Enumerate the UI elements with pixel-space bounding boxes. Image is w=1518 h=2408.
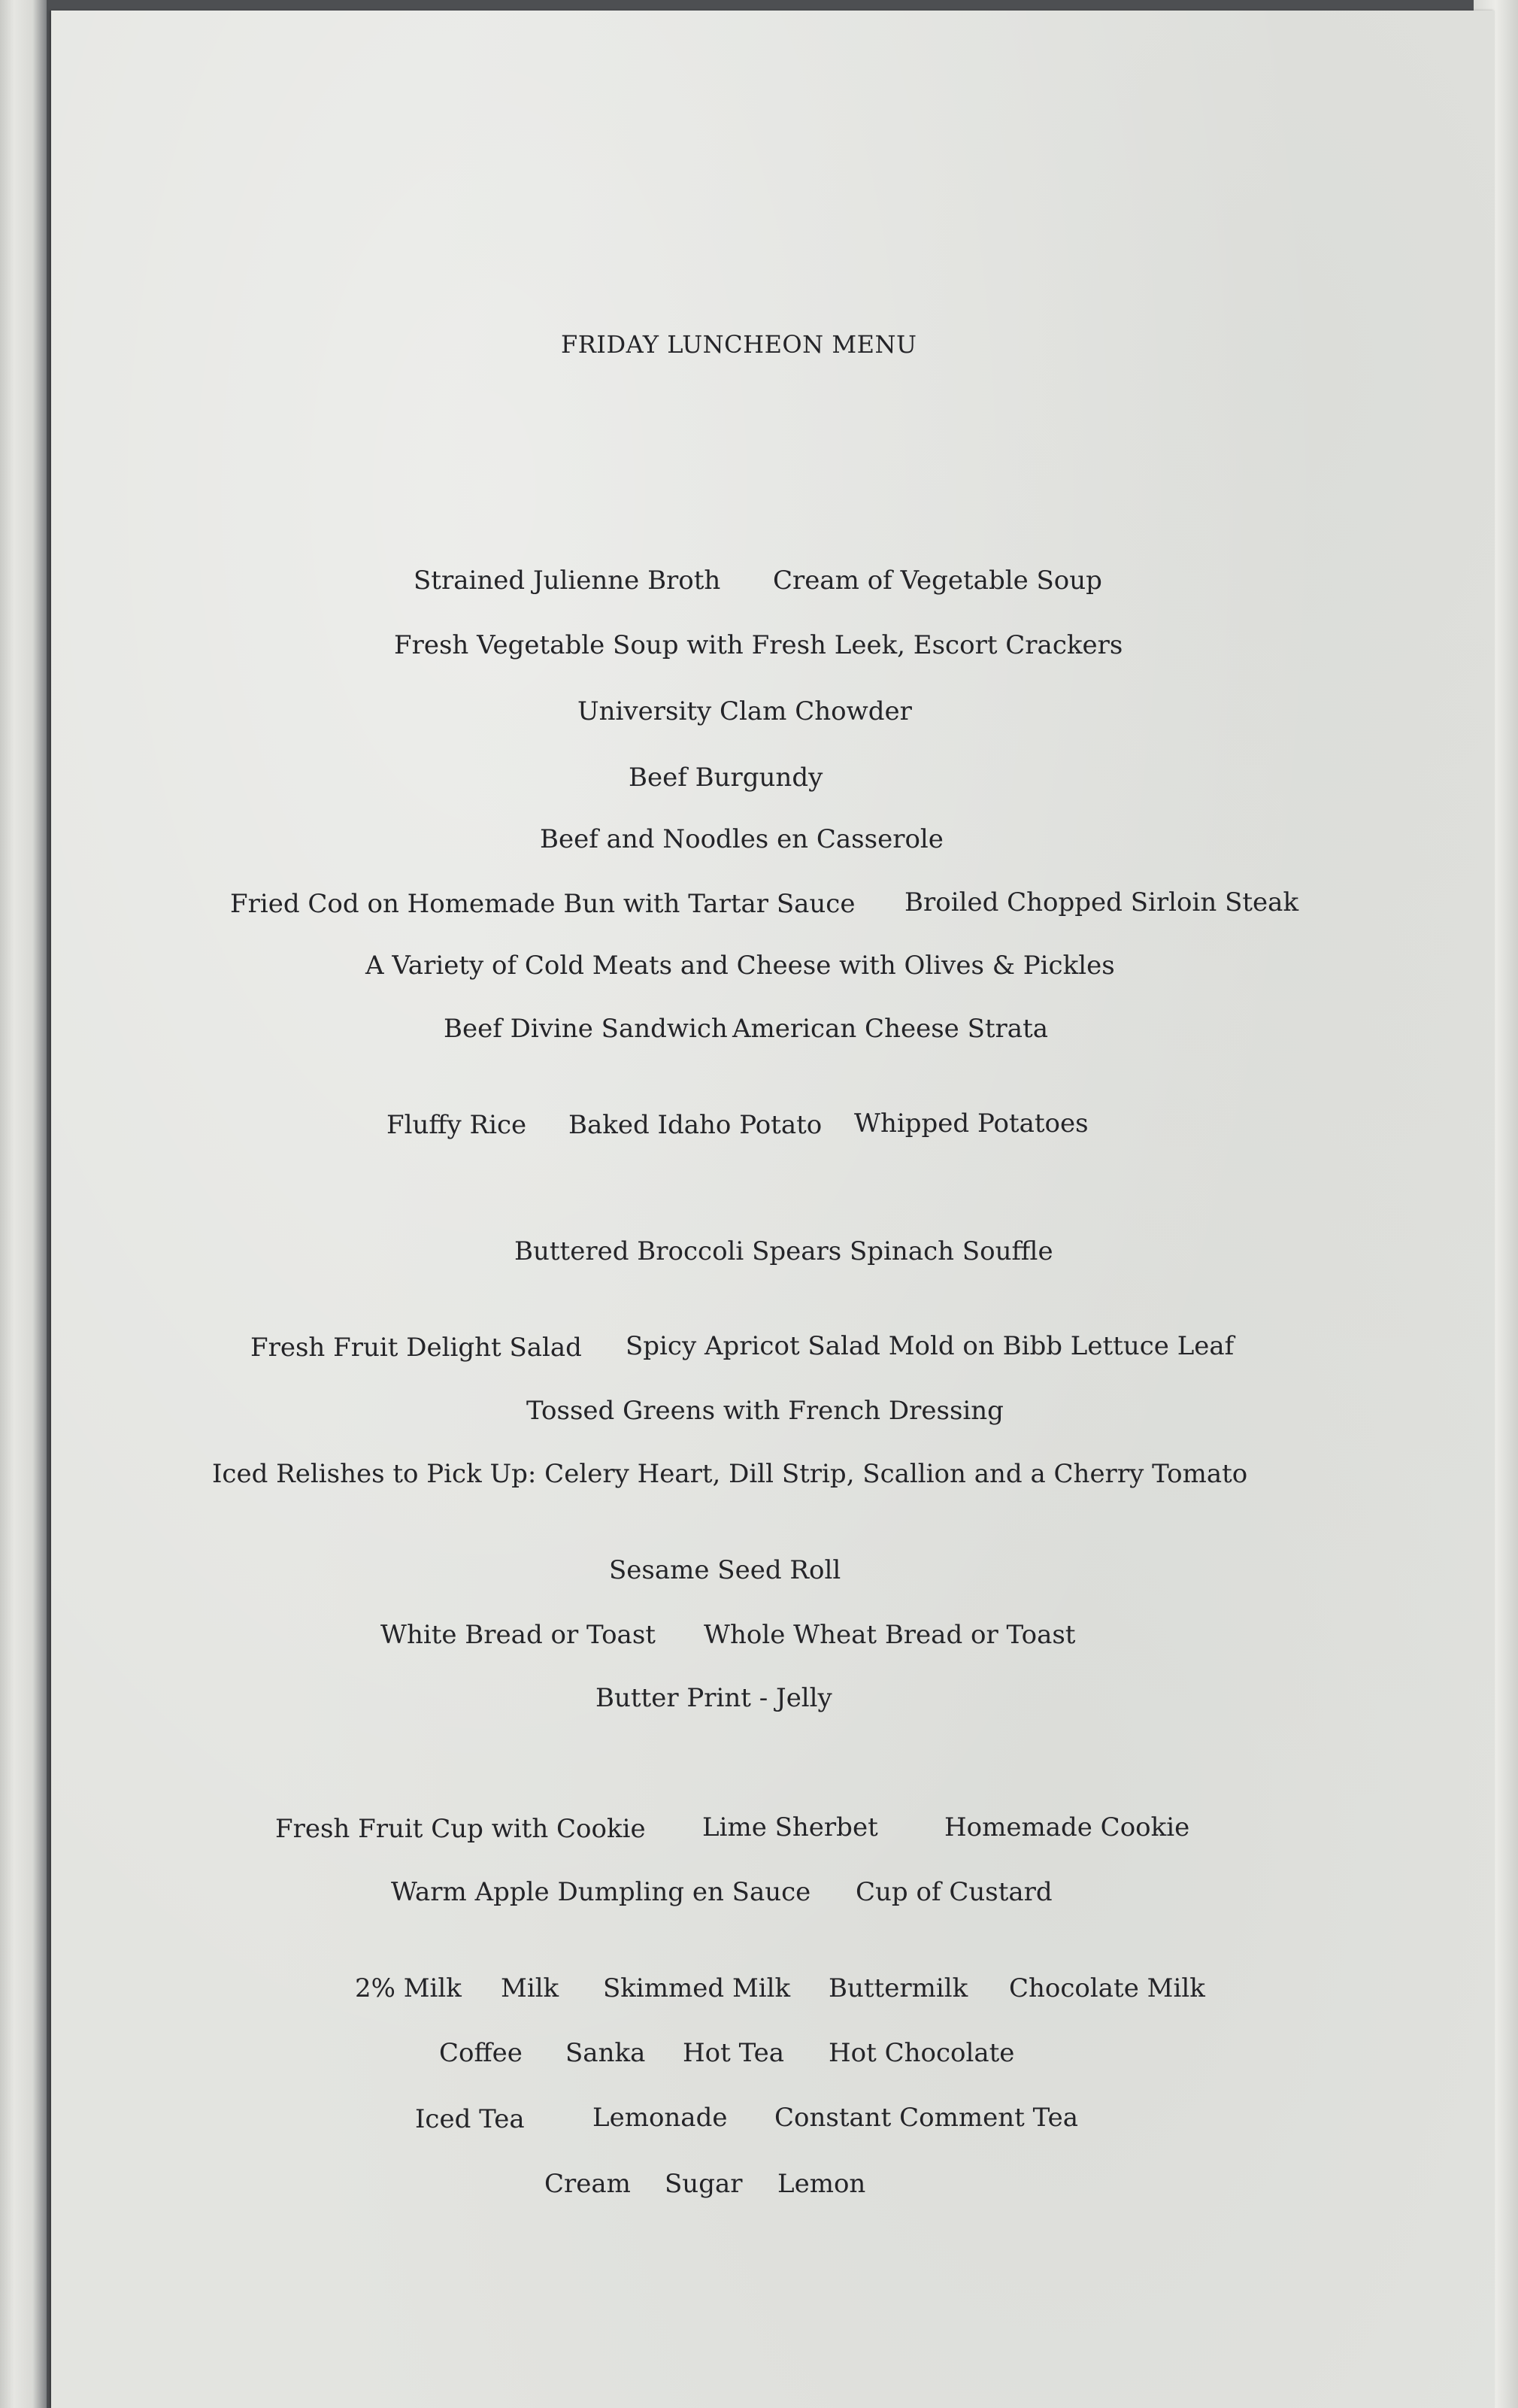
menu-item-hot-chocolate: Hot Chocolate bbox=[829, 2038, 1015, 2068]
menu-page bbox=[51, 11, 1495, 2408]
menu-item-lime-sherbet: Lime Sherbet bbox=[702, 1812, 878, 1842]
menu-item-sugar: Sugar bbox=[665, 2169, 743, 2199]
menu-item-fruit-salad: Fresh Fruit Delight Salad bbox=[250, 1333, 582, 1363]
menu-item-cod: Fried Cod on Homemade Bun with Tartar Sauce bbox=[230, 889, 856, 919]
menu-item-casserole: Beef and Noodles en Casserole bbox=[540, 824, 944, 854]
menu-item-relishes: Iced Relishes to Pick Up: Celery Heart, Dill Strip, Scallion and a Cherry Tomato bbox=[212, 1459, 1248, 1489]
menu-item-buttermilk: Buttermilk bbox=[829, 1973, 968, 2003]
menu-item-broth: Strained Julienne Broth bbox=[414, 566, 721, 596]
menu-item-lemon: Lemon bbox=[777, 2169, 866, 2199]
menu-item-broccoli: Buttered Broccoli Spears bbox=[514, 1236, 842, 1266]
menu-item-lemonade: Lemonade bbox=[592, 2103, 728, 2133]
menu-item-whipped-potatoes: Whipped Potatoes bbox=[854, 1108, 1089, 1139]
menu-item-constant-comment-tea: Constant Comment Tea bbox=[774, 2103, 1079, 2133]
menu-item-sanka: Sanka bbox=[565, 2038, 646, 2068]
menu-item-custard: Cup of Custard bbox=[856, 1877, 1053, 1907]
menu-item-two-percent-milk: 2% Milk bbox=[355, 1973, 462, 2003]
menu-title: FRIDAY LUNCHEON MENU bbox=[561, 330, 917, 359]
menu-item-cold-meats: A Variety of Cold Meats and Cheese with Olives & Pickles bbox=[365, 951, 1115, 981]
menu-item-apricot-salad: Spicy Apricot Salad Mold on Bibb Lettuce Leaf bbox=[626, 1331, 1235, 1361]
menu-item-chocolate-milk: Chocolate Milk bbox=[1009, 1973, 1205, 2003]
menu-item-tossed-greens: Tossed Greens with French Dressing bbox=[526, 1396, 1004, 1426]
menu-item-vegetable-soup: Fresh Vegetable Soup with Fresh Leek, Escort Crackers bbox=[394, 630, 1123, 660]
menu-item-iced-tea: Iced Tea bbox=[415, 2104, 525, 2134]
menu-item-rice: Fluffy Rice bbox=[386, 1110, 527, 1140]
menu-item-divine-sandwich: Beef Divine Sandwich bbox=[444, 1014, 728, 1044]
adjacent-page-edge bbox=[0, 0, 47, 2408]
menu-item-butter-jelly: Butter Print - Jelly bbox=[595, 1683, 832, 1713]
menu-item-skimmed-milk: Skimmed Milk bbox=[603, 1973, 791, 2003]
menu-item-white-bread: White Bread or Toast bbox=[380, 1620, 656, 1650]
menu-item-baked-potato: Baked Idaho Potato bbox=[568, 1110, 823, 1140]
menu-item-hot-tea: Hot Tea bbox=[683, 2038, 785, 2068]
menu-item-sirloin: Broiled Chopped Sirloin Steak bbox=[904, 887, 1299, 917]
menu-item-cream-soup: Cream of Vegetable Soup bbox=[773, 566, 1102, 596]
menu-item-milk: Milk bbox=[501, 1973, 559, 2003]
menu-item-wheat-bread: Whole Wheat Bread or Toast bbox=[704, 1620, 1076, 1650]
menu-item-burgundy: Beef Burgundy bbox=[629, 763, 823, 793]
menu-item-chowder: University Clam Chowder bbox=[577, 696, 912, 726]
menu-item-apple-dumpling: Warm Apple Dumpling en Sauce bbox=[391, 1877, 811, 1907]
menu-item-coffee: Coffee bbox=[439, 2038, 523, 2068]
menu-item-homemade-cookie: Homemade Cookie bbox=[944, 1812, 1190, 1842]
menu-item-cream: Cream bbox=[544, 2169, 631, 2199]
menu-item-spinach-souffle: Spinach Souffle bbox=[850, 1236, 1053, 1266]
menu-item-cheese-strata: American Cheese Strata bbox=[732, 1014, 1049, 1044]
menu-item-fruit-cup: Fresh Fruit Cup with Cookie bbox=[275, 1814, 646, 1844]
menu-item-sesame-roll: Sesame Seed Roll bbox=[609, 1555, 841, 1585]
